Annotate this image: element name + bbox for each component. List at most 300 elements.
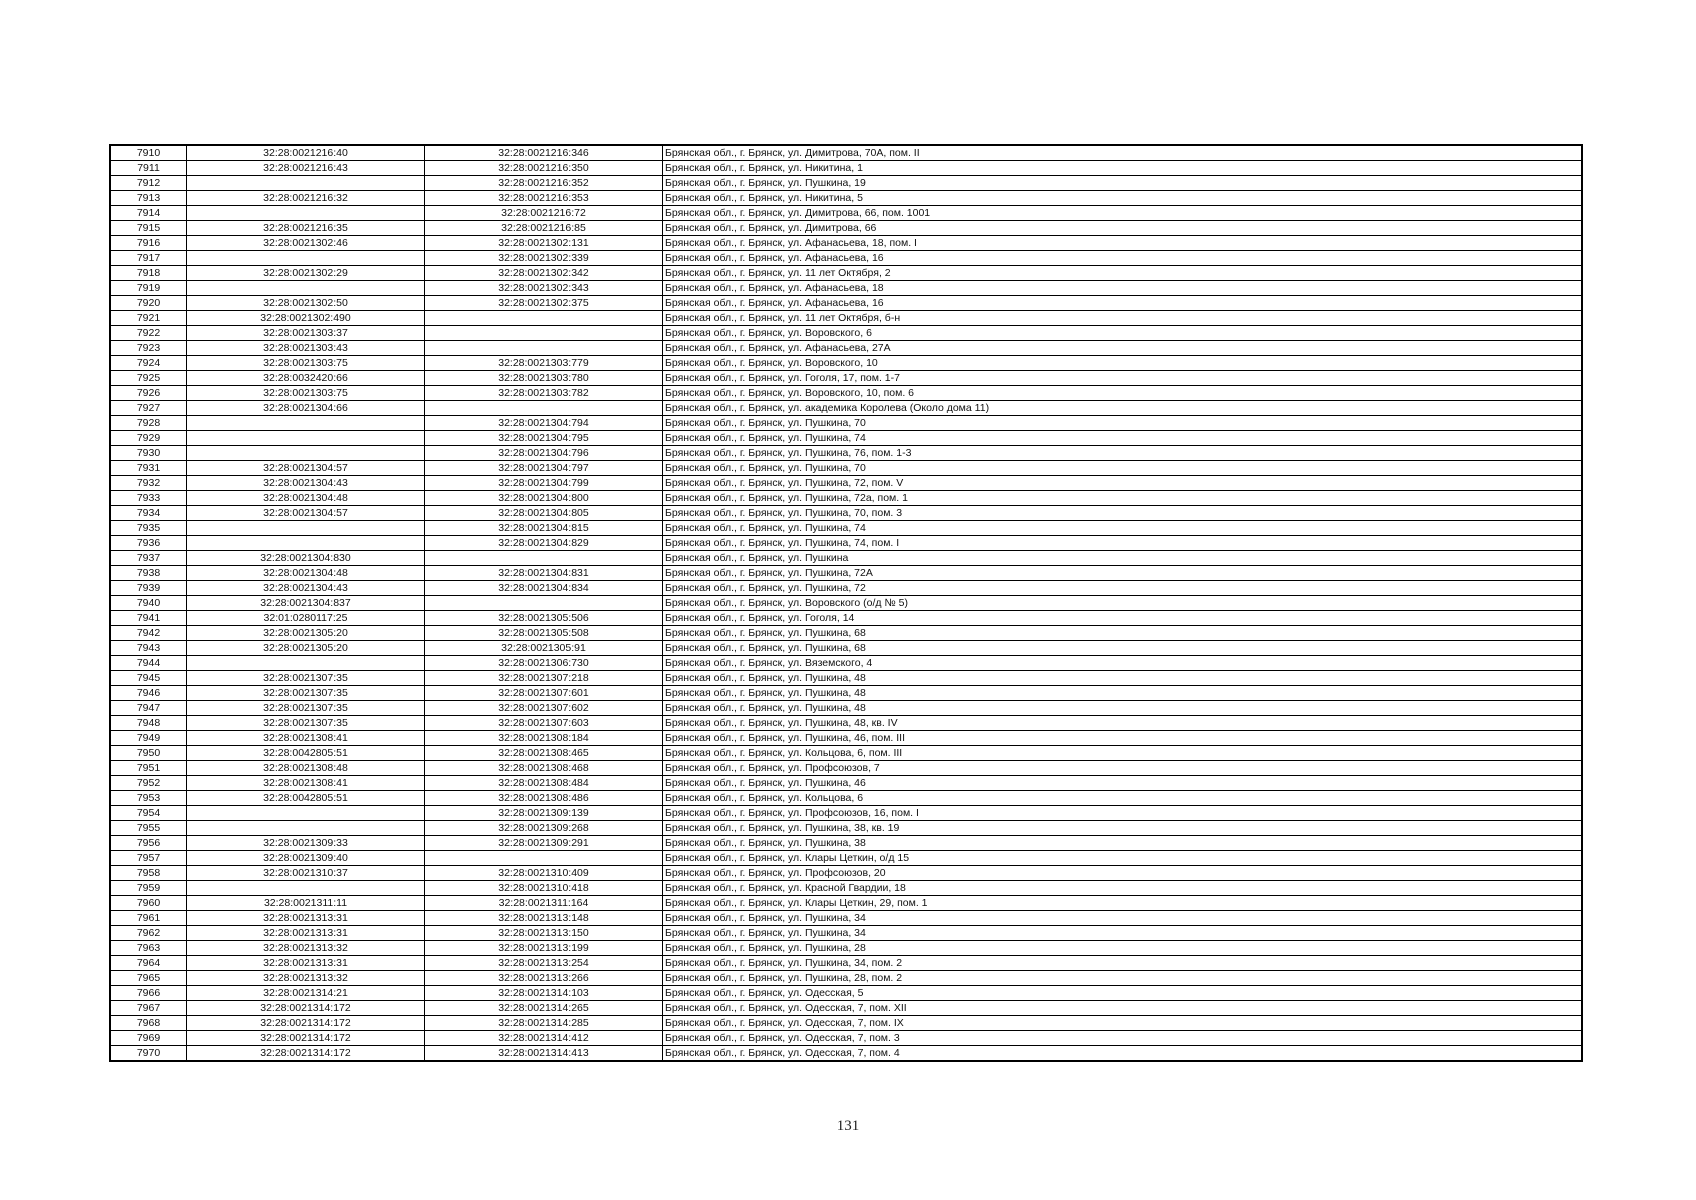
object-cadastral-number-cell: 32:28:0021216:346 <box>425 145 663 161</box>
row-number-cell: 7953 <box>110 791 187 806</box>
object-cadastral-number-cell: 32:28:0021216:352 <box>425 176 663 191</box>
parent-cadastral-number-cell: 32:28:0021305:20 <box>187 626 425 641</box>
table-row <box>110 371 1582 386</box>
address-cell: Брянская обл., г. Брянск, ул. Пушкина, 68 <box>663 641 1583 656</box>
table-row <box>110 656 1582 671</box>
parent-cadastral-number-cell: 32:28:0021303:75 <box>187 386 425 401</box>
row-number-cell: 7965 <box>110 971 187 986</box>
table-row <box>110 836 1582 851</box>
row-number-cell: 7969 <box>110 1031 187 1046</box>
row-number-cell: 7915 <box>110 221 187 236</box>
page-number: 131 <box>836 1118 860 1134</box>
parent-cadastral-number-cell: 32:28:0021313:31 <box>187 956 425 971</box>
address-cell: Брянская обл., г. Брянск, ул. 11 лет Октября, б-н <box>663 311 1583 326</box>
row-number-cell: 7932 <box>110 476 187 491</box>
object-cadastral-number-cell: 32:28:0021216:350 <box>425 161 663 176</box>
row-number-cell: 7935 <box>110 521 187 536</box>
parent-cadastral-number-cell: 32:01:0280117:25 <box>187 611 425 626</box>
table-row <box>110 731 1582 746</box>
row-number-cell: 7943 <box>110 641 187 656</box>
object-cadastral-number-cell: 32:28:0021304:799 <box>425 476 663 491</box>
address-cell: Брянская обл., г. Брянск, ул. Профсоюзов, 7 <box>663 761 1583 776</box>
parent-cadastral-number-cell: 32:28:0021309:33 <box>187 836 425 851</box>
object-cadastral-number-cell: 32:28:0021308:184 <box>425 731 663 746</box>
row-number-cell: 7914 <box>110 206 187 221</box>
parent-cadastral-number-cell: 32:28:0021304:43 <box>187 476 425 491</box>
object-cadastral-number-cell: 32:28:0021314:412 <box>425 1031 663 1046</box>
object-cadastral-number-cell: 32:28:0021307:218 <box>425 671 663 686</box>
parent-cadastral-number-cell: 32:28:0021304:66 <box>187 401 425 416</box>
table-row <box>110 461 1582 476</box>
parent-cadastral-number-cell: 32:28:0021302:50 <box>187 296 425 311</box>
parent-cadastral-number-cell: 32:28:0021307:35 <box>187 686 425 701</box>
table-row <box>110 386 1582 401</box>
row-number-cell: 7970 <box>110 1046 187 1062</box>
table-row <box>110 566 1582 581</box>
object-cadastral-number-cell: 32:28:0021306:730 <box>425 656 663 671</box>
address-cell: Брянская обл., г. Брянск, ул. Пушкина, 48 <box>663 686 1583 701</box>
address-cell: Брянская обл., г. Брянск, ул. Пушкина, 48 <box>663 701 1583 716</box>
address-cell: Брянская обл., г. Брянск, ул. Пушкина, 72а, пом. 1 <box>663 491 1583 506</box>
address-cell: Брянская обл., г. Брянск, ул. Пушкина, 72 <box>663 581 1583 596</box>
object-cadastral-number-cell: 32:28:0021314:103 <box>425 986 663 1001</box>
row-number-cell: 7944 <box>110 656 187 671</box>
table-row <box>110 821 1582 836</box>
object-cadastral-number-cell: 32:28:0021304:796 <box>425 446 663 461</box>
parent-cadastral-number-cell: 32:28:0021308:41 <box>187 776 425 791</box>
address-cell: Брянская обл., г. Брянск, ул. Пушкина, 74 <box>663 521 1583 536</box>
parent-cadastral-number-cell: 32:28:0021307:35 <box>187 716 425 731</box>
row-number-cell: 7957 <box>110 851 187 866</box>
row-number-cell: 7949 <box>110 731 187 746</box>
object-cadastral-number-cell: 32:28:0021308:486 <box>425 791 663 806</box>
row-number-cell: 7922 <box>110 326 187 341</box>
table-body <box>110 145 1582 1061</box>
address-cell: Брянская обл., г. Брянск, ул. 11 лет Октября, 2 <box>663 266 1583 281</box>
row-number-cell: 7930 <box>110 446 187 461</box>
table-row <box>110 986 1582 1001</box>
row-number-cell: 7912 <box>110 176 187 191</box>
table-row <box>110 806 1582 821</box>
row-number-cell: 7924 <box>110 356 187 371</box>
row-number-cell: 7936 <box>110 536 187 551</box>
parent-cadastral-number-cell <box>187 251 425 266</box>
parent-cadastral-number-cell: 32:28:0021310:37 <box>187 866 425 881</box>
object-cadastral-number-cell: 32:28:0021311:164 <box>425 896 663 911</box>
object-cadastral-number-cell: 32:28:0021304:795 <box>425 431 663 446</box>
row-number-cell: 7931 <box>110 461 187 476</box>
table-row <box>110 296 1582 311</box>
table-row <box>110 851 1582 866</box>
parent-cadastral-number-cell <box>187 821 425 836</box>
parent-cadastral-number-cell: 32:28:0021302:29 <box>187 266 425 281</box>
row-number-cell: 7925 <box>110 371 187 386</box>
address-cell: Брянская обл., г. Брянск, ул. Афанасьева, 18, пом. I <box>663 236 1583 251</box>
address-cell: Брянская обл., г. Брянск, ул. Одесская, 5 <box>663 986 1583 1001</box>
table-row <box>110 236 1582 251</box>
row-number-cell: 7940 <box>110 596 187 611</box>
table-row <box>110 791 1582 806</box>
table-row <box>110 251 1582 266</box>
table-row <box>110 941 1582 956</box>
parent-cadastral-number-cell <box>187 521 425 536</box>
table-row <box>110 401 1582 416</box>
table-row <box>110 686 1582 701</box>
address-cell: Брянская обл., г. Брянск, ул. Пушкина, 46 <box>663 776 1583 791</box>
parent-cadastral-number-cell: 32:28:0021309:40 <box>187 851 425 866</box>
row-number-cell: 7968 <box>110 1016 187 1031</box>
object-cadastral-number-cell: 32:28:0021310:409 <box>425 866 663 881</box>
table-row <box>110 476 1582 491</box>
parent-cadastral-number-cell <box>187 431 425 446</box>
address-cell: Брянская обл., г. Брянск, ул. Пушкина <box>663 551 1583 566</box>
parent-cadastral-number-cell: 32:28:0021302:46 <box>187 236 425 251</box>
table-row <box>110 671 1582 686</box>
row-number-cell: 7928 <box>110 416 187 431</box>
address-cell: Брянская обл., г. Брянск, ул. Профсоюзов, 20 <box>663 866 1583 881</box>
table-row <box>110 551 1582 566</box>
row-number-cell: 7952 <box>110 776 187 791</box>
address-cell: Брянская обл., г. Брянск, ул. Пушкина, 46, пом. III <box>663 731 1583 746</box>
table-row <box>110 611 1582 626</box>
address-cell: Брянская обл., г. Брянск, ул. Димитрова, 70А, пом. II <box>663 145 1583 161</box>
object-cadastral-number-cell: 32:28:0021303:780 <box>425 371 663 386</box>
object-cadastral-number-cell: 32:28:0021305:506 <box>425 611 663 626</box>
row-number-cell: 7920 <box>110 296 187 311</box>
object-cadastral-number-cell <box>425 311 663 326</box>
object-cadastral-number-cell: 32:28:0021313:254 <box>425 956 663 971</box>
address-cell: Брянская обл., г. Брянск, ул. Афанасьева, 18 <box>663 281 1583 296</box>
object-cadastral-number-cell: 32:28:0021309:291 <box>425 836 663 851</box>
address-cell: Брянская обл., г. Брянск, ул. Пушкина, 72А <box>663 566 1583 581</box>
table-row <box>110 145 1582 161</box>
address-cell: Брянская обл., г. Брянск, ул. Пушкина, 74 <box>663 431 1583 446</box>
row-number-cell: 7917 <box>110 251 187 266</box>
parent-cadastral-number-cell: 32:28:0021304:57 <box>187 506 425 521</box>
parent-cadastral-number-cell: 32:28:0021304:43 <box>187 581 425 596</box>
table-row <box>110 536 1582 551</box>
row-number-cell: 7964 <box>110 956 187 971</box>
table-row <box>110 581 1582 596</box>
table-row <box>110 341 1582 356</box>
address-cell: Брянская обл., г. Брянск, ул. Пушкина, 70 <box>663 461 1583 476</box>
parent-cadastral-number-cell: 32:28:0021308:41 <box>187 731 425 746</box>
table-row <box>110 866 1582 881</box>
row-number-cell: 7939 <box>110 581 187 596</box>
row-number-cell: 7961 <box>110 911 187 926</box>
address-cell: Брянская обл., г. Брянск, ул. Пушкина, 76, пом. 1-3 <box>663 446 1583 461</box>
address-cell: Брянская обл., г. Брянск, ул. Пушкина, 34 <box>663 926 1583 941</box>
table-row <box>110 221 1582 236</box>
object-cadastral-number-cell: 32:28:0021314:265 <box>425 1001 663 1016</box>
parent-cadastral-number-cell: 32:28:0021304:48 <box>187 491 425 506</box>
row-number-cell: 7954 <box>110 806 187 821</box>
table-row <box>110 506 1582 521</box>
row-number-cell: 7967 <box>110 1001 187 1016</box>
parent-cadastral-number-cell: 32:28:0021304:48 <box>187 566 425 581</box>
address-cell: Брянская обл., г. Брянск, ул. Димитрова, 66, пом. 1001 <box>663 206 1583 221</box>
row-number-cell: 7919 <box>110 281 187 296</box>
table-row <box>110 356 1582 371</box>
parent-cadastral-number-cell: 32:28:0021314:172 <box>187 1016 425 1031</box>
parent-cadastral-number-cell: 32:28:0021302:490 <box>187 311 425 326</box>
parent-cadastral-number-cell: 32:28:0021313:32 <box>187 971 425 986</box>
table-row <box>110 206 1582 221</box>
table-row <box>110 1001 1582 1016</box>
object-cadastral-number-cell: 32:28:0021307:603 <box>425 716 663 731</box>
parent-cadastral-number-cell <box>187 206 425 221</box>
object-cadastral-number-cell: 32:28:0021304:831 <box>425 566 663 581</box>
object-cadastral-number-cell: 32:28:0021307:601 <box>425 686 663 701</box>
address-cell: Брянская обл., г. Брянск, ул. Гоголя, 14 <box>663 611 1583 626</box>
object-cadastral-number-cell: 32:28:0021216:85 <box>425 221 663 236</box>
object-cadastral-number-cell: 32:28:0021304:815 <box>425 521 663 536</box>
address-cell: Брянская обл., г. Брянск, ул. Воровского, 10, пом. 6 <box>663 386 1583 401</box>
object-cadastral-number-cell <box>425 401 663 416</box>
table-row <box>110 641 1582 656</box>
row-number-cell: 7934 <box>110 506 187 521</box>
address-cell: Брянская обл., г. Брянск, ул. Профсоюзов, 16, пом. I <box>663 806 1583 821</box>
object-cadastral-number-cell: 32:28:0021302:131 <box>425 236 663 251</box>
address-cell: Брянская обл., г. Брянск, ул. академика Королева (Около дома 11) <box>663 401 1583 416</box>
address-cell: Брянская обл., г. Брянск, ул. Никитина, 5 <box>663 191 1583 206</box>
parent-cadastral-number-cell: 32:28:0042805:51 <box>187 791 425 806</box>
parent-cadastral-number-cell: 32:28:0021307:35 <box>187 671 425 686</box>
address-cell: Брянская обл., г. Брянск, ул. Димитрова, 66 <box>663 221 1583 236</box>
object-cadastral-number-cell: 32:28:0021302:343 <box>425 281 663 296</box>
cadastral-table <box>109 144 1583 1062</box>
row-number-cell: 7938 <box>110 566 187 581</box>
parent-cadastral-number-cell: 32:28:0021311:11 <box>187 896 425 911</box>
address-cell: Брянская обл., г. Брянск, ул. Пушкина, 38 <box>663 836 1583 851</box>
parent-cadastral-number-cell: 32:28:0021313:31 <box>187 911 425 926</box>
object-cadastral-number-cell: 32:28:0021308:468 <box>425 761 663 776</box>
parent-cadastral-number-cell: 32:28:0021304:837 <box>187 596 425 611</box>
parent-cadastral-number-cell: 32:28:0021216:32 <box>187 191 425 206</box>
object-cadastral-number-cell: 32:28:0021308:484 <box>425 776 663 791</box>
address-cell: Брянская обл., г. Брянск, ул. Одесская, 7, пом. IX <box>663 1016 1583 1031</box>
table-row <box>110 191 1582 206</box>
parent-cadastral-number-cell: 32:28:0021314:172 <box>187 1031 425 1046</box>
address-cell: Брянская обл., г. Брянск, ул. Одесская, 7, пом. XII <box>663 1001 1583 1016</box>
table-row <box>110 596 1582 611</box>
address-cell: Брянская обл., г. Брянск, ул. Пушкина, 74, пом. I <box>663 536 1583 551</box>
row-number-cell: 7941 <box>110 611 187 626</box>
address-cell: Брянская обл., г. Брянск, ул. Пушкина, 38, кв. 19 <box>663 821 1583 836</box>
parent-cadastral-number-cell: 32:28:0021303:75 <box>187 356 425 371</box>
address-cell: Брянская обл., г. Брянск, ул. Воровского, 10 <box>663 356 1583 371</box>
parent-cadastral-number-cell: 32:28:0021216:35 <box>187 221 425 236</box>
parent-cadastral-number-cell <box>187 446 425 461</box>
parent-cadastral-number-cell: 32:28:0021314:172 <box>187 1046 425 1062</box>
address-cell: Брянская обл., г. Брянск, ул. Пушкина, 34 <box>663 911 1583 926</box>
address-cell: Брянская обл., г. Брянск, ул. Пушкина, 72, пом. V <box>663 476 1583 491</box>
object-cadastral-number-cell: 32:28:0021314:285 <box>425 1016 663 1031</box>
table-row <box>110 446 1582 461</box>
address-cell: Брянская обл., г. Брянск, ул. Пушкина, 19 <box>663 176 1583 191</box>
row-number-cell: 7945 <box>110 671 187 686</box>
row-number-cell: 7913 <box>110 191 187 206</box>
row-number-cell: 7926 <box>110 386 187 401</box>
table-row <box>110 881 1582 896</box>
object-cadastral-number-cell <box>425 326 663 341</box>
address-cell: Брянская обл., г. Брянск, ул. Одесская, 7, пом. 3 <box>663 1031 1583 1046</box>
row-number-cell: 7910 <box>110 145 187 161</box>
table-row <box>110 1031 1582 1046</box>
address-cell: Брянская обл., г. Брянск, ул. Афанасьева, 27А <box>663 341 1583 356</box>
table-row <box>110 911 1582 926</box>
table-row <box>110 1046 1582 1062</box>
row-number-cell: 7950 <box>110 746 187 761</box>
row-number-cell: 7927 <box>110 401 187 416</box>
object-cadastral-number-cell: 32:28:0021304:794 <box>425 416 663 431</box>
table-row <box>110 161 1582 176</box>
row-number-cell: 7948 <box>110 716 187 731</box>
parent-cadastral-number-cell: 32:28:0021314:172 <box>187 1001 425 1016</box>
address-cell: Брянская обл., г. Брянск, ул. Воровского, 6 <box>663 326 1583 341</box>
parent-cadastral-number-cell: 32:28:0021216:43 <box>187 161 425 176</box>
table-row <box>110 776 1582 791</box>
address-cell: Брянская обл., г. Брянск, ул. Кольцова, 6 <box>663 791 1583 806</box>
row-number-cell: 7958 <box>110 866 187 881</box>
parent-cadastral-number-cell <box>187 176 425 191</box>
address-cell: Брянская обл., г. Брянск, ул. Пушкина, 70 <box>663 416 1583 431</box>
address-cell: Брянская обл., г. Брянск, ул. Афанасьева, 16 <box>663 296 1583 311</box>
table-row <box>110 521 1582 536</box>
object-cadastral-number-cell: 32:28:0021308:465 <box>425 746 663 761</box>
address-cell: Брянская обл., г. Брянск, ул. Пушкина, 48 <box>663 671 1583 686</box>
row-number-cell: 7933 <box>110 491 187 506</box>
address-cell: Брянская обл., г. Брянск, ул. Афанасьева, 16 <box>663 251 1583 266</box>
object-cadastral-number-cell: 32:28:0021314:413 <box>425 1046 663 1062</box>
table-row <box>110 956 1582 971</box>
object-cadastral-number-cell: 32:28:0021302:339 <box>425 251 663 266</box>
parent-cadastral-number-cell <box>187 881 425 896</box>
parent-cadastral-number-cell: 32:28:0021304:57 <box>187 461 425 476</box>
object-cadastral-number-cell: 32:28:0021304:800 <box>425 491 663 506</box>
parent-cadastral-number-cell: 32:28:0042805:51 <box>187 746 425 761</box>
object-cadastral-number-cell: 32:28:0021303:782 <box>425 386 663 401</box>
table-row <box>110 701 1582 716</box>
parent-cadastral-number-cell: 32:28:0021304:830 <box>187 551 425 566</box>
table-row <box>110 431 1582 446</box>
row-number-cell: 7946 <box>110 686 187 701</box>
address-cell: Брянская обл., г. Брянск, ул. Никитина, 1 <box>663 161 1583 176</box>
object-cadastral-number-cell: 32:28:0021216:353 <box>425 191 663 206</box>
object-cadastral-number-cell <box>425 596 663 611</box>
address-cell: Брянская обл., г. Брянск, ул. Кольцова, 6, пом. III <box>663 746 1583 761</box>
object-cadastral-number-cell: 32:28:0021305:91 <box>425 641 663 656</box>
row-number-cell: 7962 <box>110 926 187 941</box>
parent-cadastral-number-cell <box>187 536 425 551</box>
parent-cadastral-number-cell: 32:28:0021308:48 <box>187 761 425 776</box>
row-number-cell: 7923 <box>110 341 187 356</box>
parent-cadastral-number-cell: 32:28:0021313:31 <box>187 926 425 941</box>
table-row <box>110 716 1582 731</box>
address-cell: Брянская обл., г. Брянск, ул. Пушкина, 34, пом. 2 <box>663 956 1583 971</box>
parent-cadastral-number-cell: 32:28:0021305:20 <box>187 641 425 656</box>
row-number-cell: 7942 <box>110 626 187 641</box>
address-cell: Брянская обл., г. Брянск, ул. Одесская, 7, пом. 4 <box>663 1046 1583 1062</box>
table-row <box>110 176 1582 191</box>
table-row <box>110 311 1582 326</box>
row-number-cell: 7966 <box>110 986 187 1001</box>
row-number-cell: 7959 <box>110 881 187 896</box>
parent-cadastral-number-cell: 32:28:0021216:40 <box>187 145 425 161</box>
row-number-cell: 7956 <box>110 836 187 851</box>
object-cadastral-number-cell: 32:28:0021302:375 <box>425 296 663 311</box>
row-number-cell: 7929 <box>110 431 187 446</box>
object-cadastral-number-cell: 32:28:0021302:342 <box>425 266 663 281</box>
object-cadastral-number-cell <box>425 341 663 356</box>
parent-cadastral-number-cell: 32:28:0021313:32 <box>187 941 425 956</box>
table-row <box>110 971 1582 986</box>
row-number-cell: 7951 <box>110 761 187 776</box>
table-row <box>110 491 1582 506</box>
address-cell: Брянская обл., г. Брянск, ул. Красной Гвардии, 18 <box>663 881 1583 896</box>
row-number-cell: 7963 <box>110 941 187 956</box>
object-cadastral-number-cell <box>425 851 663 866</box>
address-cell: Брянская обл., г. Брянск, ул. Воровского (о/д № 5) <box>663 596 1583 611</box>
row-number-cell: 7921 <box>110 311 187 326</box>
table-row <box>110 266 1582 281</box>
address-cell: Брянская обл., г. Брянск, ул. Пушкина, 68 <box>663 626 1583 641</box>
table-row <box>110 746 1582 761</box>
address-cell: Брянская обл., г. Брянск, ул. Гоголя, 17, пом. 1-7 <box>663 371 1583 386</box>
table-row <box>110 896 1582 911</box>
table-row <box>110 761 1582 776</box>
table-row <box>110 926 1582 941</box>
object-cadastral-number-cell: 32:28:0021313:148 <box>425 911 663 926</box>
parent-cadastral-number-cell: 32:28:0021303:43 <box>187 341 425 356</box>
object-cadastral-number-cell: 32:28:0021304:829 <box>425 536 663 551</box>
table-row <box>110 281 1582 296</box>
address-cell: Брянская обл., г. Брянск, ул. Пушкина, 28, пом. 2 <box>663 971 1583 986</box>
row-number-cell: 7911 <box>110 161 187 176</box>
object-cadastral-number-cell: 32:28:0021304:805 <box>425 506 663 521</box>
parent-cadastral-number-cell: 32:28:0021314:21 <box>187 986 425 1001</box>
object-cadastral-number-cell: 32:28:0021313:266 <box>425 971 663 986</box>
parent-cadastral-number-cell: 32:28:0021303:37 <box>187 326 425 341</box>
address-cell: Брянская обл., г. Брянск, ул. Пушкина, 48, кв. IV <box>663 716 1583 731</box>
row-number-cell: 7918 <box>110 266 187 281</box>
object-cadastral-number-cell: 32:28:0021305:508 <box>425 626 663 641</box>
parent-cadastral-number-cell <box>187 656 425 671</box>
object-cadastral-number-cell: 32:28:0021307:602 <box>425 701 663 716</box>
row-number-cell: 7937 <box>110 551 187 566</box>
object-cadastral-number-cell: 32:28:0021310:418 <box>425 881 663 896</box>
row-number-cell: 7955 <box>110 821 187 836</box>
row-number-cell: 7916 <box>110 236 187 251</box>
address-cell: Брянская обл., г. Брянск, ул. Пушкина, 70, пом. 3 <box>663 506 1583 521</box>
address-cell: Брянская обл., г. Брянск, ул. Клары Цеткин, 29, пом. 1 <box>663 896 1583 911</box>
parent-cadastral-number-cell <box>187 416 425 431</box>
object-cadastral-number-cell <box>425 551 663 566</box>
row-number-cell: 7960 <box>110 896 187 911</box>
parent-cadastral-number-cell: 32:28:0021307:35 <box>187 701 425 716</box>
table-row <box>110 626 1582 641</box>
table-row <box>110 326 1582 341</box>
parent-cadastral-number-cell: 32:28:0032420:66 <box>187 371 425 386</box>
table-row <box>110 416 1582 431</box>
object-cadastral-number-cell: 32:28:0021216:72 <box>425 206 663 221</box>
object-cadastral-number-cell: 32:28:0021313:199 <box>425 941 663 956</box>
object-cadastral-number-cell: 32:28:0021304:834 <box>425 581 663 596</box>
row-number-cell: 7947 <box>110 701 187 716</box>
parent-cadastral-number-cell <box>187 281 425 296</box>
parent-cadastral-number-cell <box>187 806 425 821</box>
object-cadastral-number-cell: 32:28:0021313:150 <box>425 926 663 941</box>
